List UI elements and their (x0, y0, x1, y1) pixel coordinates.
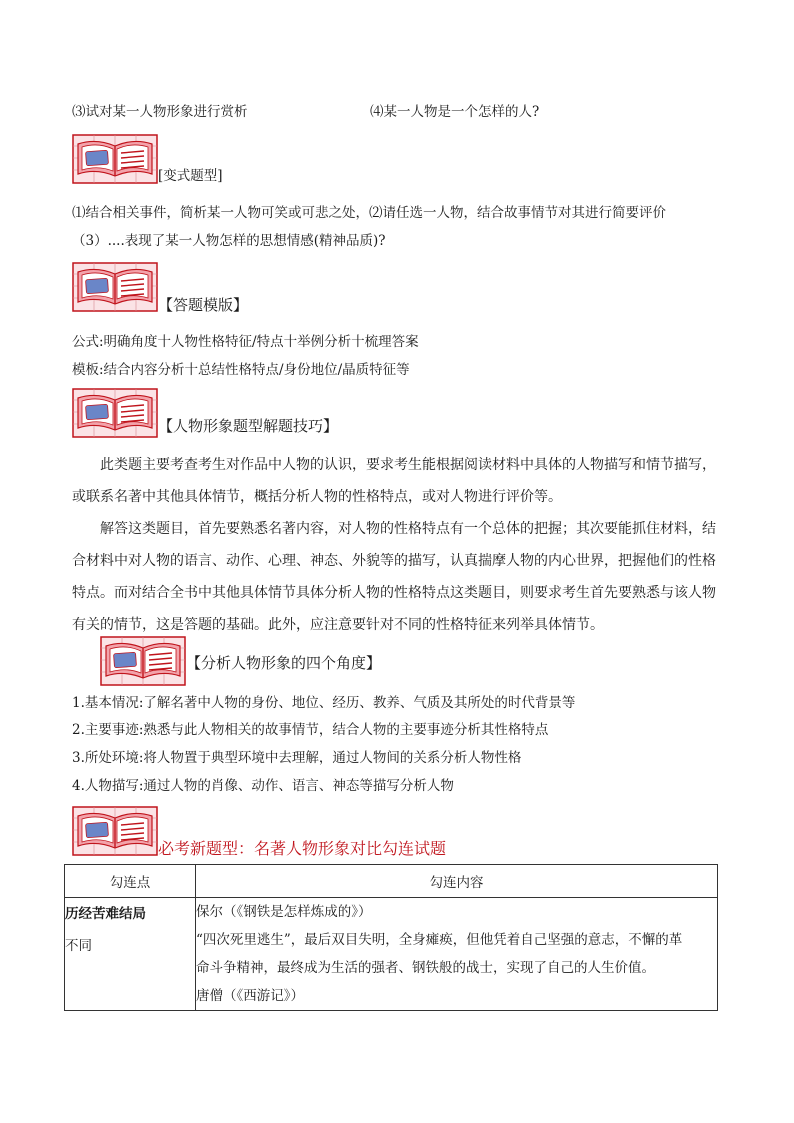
table-header-row (65, 865, 718, 898)
angle-item-1: 1.基本情况:了解名著中人物的身份、地位、经历、教养、气质及其所处的时代背景等 (72, 695, 576, 711)
question-4: ⑷某一人物是一个怎样的人? (370, 104, 540, 120)
variant-line-1: ⑴结合相关事件，简析某一人物可笑或可悲之处，⑵请任选一人物，结合故事情节对其进行简要评价 (72, 205, 666, 221)
point-line-1: 历经苦难结局 (65, 906, 146, 922)
tips-heading (72, 388, 572, 438)
open-book-icon (72, 806, 158, 856)
table-cell-content (196, 898, 718, 1011)
table-row (65, 898, 718, 1011)
point-line-2: 不同 (65, 938, 92, 954)
angles-title: 【分析人物形象的四个角度】 (186, 654, 382, 672)
angles-heading (100, 636, 600, 686)
template-formula: 公式:明确角度十人物性格特征/特点十举例分析十梳理答案 (72, 334, 419, 350)
angle-item-3: 3.所处环境:将人物置于典型环境中去理解，通过人物间的关系分析人物性格 (72, 750, 522, 766)
open-book-icon (72, 262, 158, 312)
variant-title: [变式题型] (158, 168, 223, 184)
open-book-icon (72, 134, 158, 184)
table-header-point: 勾连点 (65, 865, 196, 898)
content-line-2: “四次死里逃生”，最后双目失明，全身瘫痪，但他凭着自己坚强的意志，不懈的革 (196, 932, 683, 948)
tips-paragraph-2: 解答这类题目，首先要熟悉名著内容，对人物的性格特点有一个总体的把握；其次要能抓住材料，结合材料中对人物的语言、动作、心理、神态、外貌等的描写，认真揣摩人物的内心世界，把握他们的性格特点。而对结合全书中其他具体情节具体分析人物的性格特点这类题目，则要求考生首先要熟悉与该人物有关的情节，这是答题的基础。此外，应注意要针对不同的性格特征来列举具体情节。 (72, 521, 716, 633)
content-line-4: 唐僧（《西游记》） (196, 988, 304, 1004)
tips-title: 【人物形象题型解题技巧】 (158, 417, 339, 435)
template-title: 【答题模版】 (158, 296, 249, 314)
tips-paragraph-1: 此类题主要考查考生对作品中人物的认识，要求考生能根据阅读材料中具体的人物描写和情节描写，或联系名著中其他具体情节，概括分析人物的性格特点，或对人物进行评价等。 (72, 457, 716, 505)
newtype-title: 必考新题型：名著人物形象对比勾连试题 (158, 839, 447, 858)
table-cell-point (65, 898, 196, 1011)
angle-item-2: 2.主要事迹:熟悉与此人物相关的故事情节，结合人物的主要事迹分析其性格特点 (72, 722, 549, 738)
variant-line-2: （3）....表现了某一人物怎样的思想情感(精神品质)? (72, 233, 386, 249)
open-book-icon (100, 636, 186, 686)
angle-item-4: 4.人物描写:通过人物的肖像、动作、语言、神态等描写分析人物 (72, 778, 454, 794)
newtype-heading (72, 806, 672, 856)
table-header-content: 勾连内容 (196, 865, 718, 898)
variant-heading (72, 134, 572, 184)
template-heading (72, 262, 572, 312)
open-book-icon (72, 388, 158, 438)
question-3: ⑶试对某一人物形象进行赏析 (72, 104, 248, 120)
content-line-1: 保尔（《钢铁是怎样炼成的》） (196, 904, 372, 920)
content-line-3: 命斗争精神，最终成为生活的强者、钢铁般的战士，实现了自己的人生价值。 (196, 960, 655, 976)
tips-body (72, 449, 726, 641)
template-model: 模板:结合内容分析十总结性格特点/身份地位/晶质特征等 (72, 362, 410, 378)
comparison-table (64, 864, 718, 1011)
